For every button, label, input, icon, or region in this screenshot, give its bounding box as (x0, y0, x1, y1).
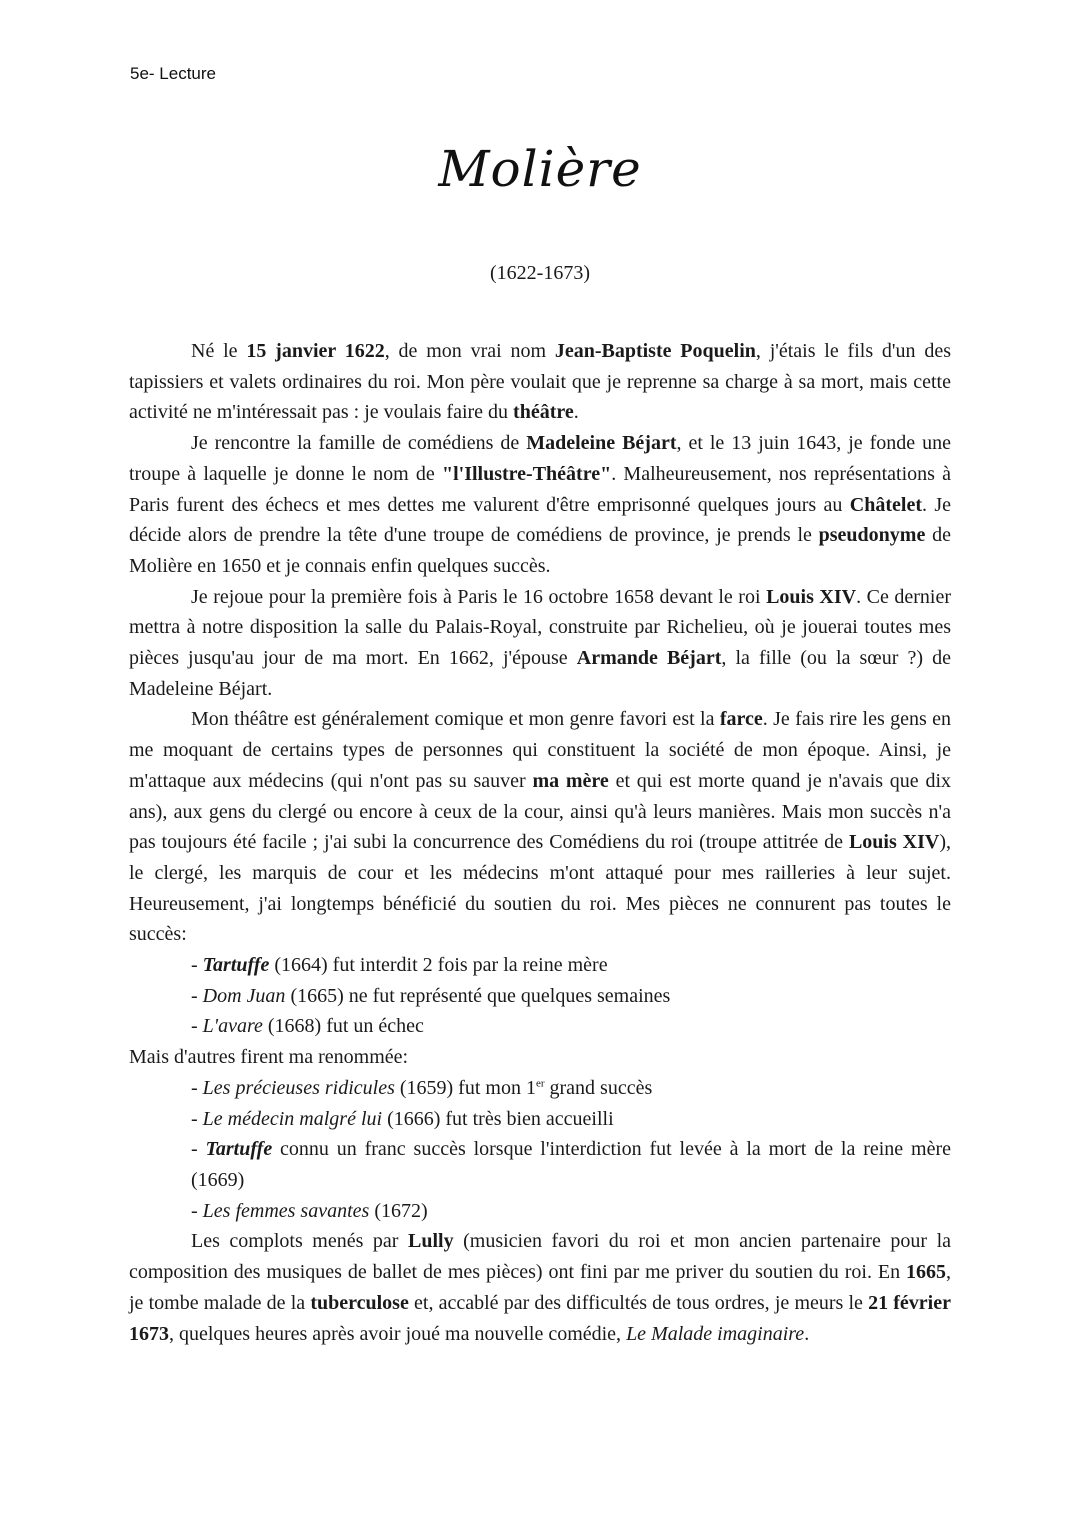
list-item: - L'avare (1668) fut un échec (191, 1015, 424, 1038)
list-failures (129, 950, 951, 1042)
paragraph-theatre: Mon théâtre est généralement comique et mon genre favori est la farce. Je fais rire les gens en me moquant de certains types de personnes qui constituent la société de mon époque. Ainsi, je m'attaque aux médecins (qui n'ont pas su sauver ma mère et qui est morte quand je n'avais que dix ans), aux gens du clergé ou encore à ceux de la cour, ainsi qu'à leurs manières. Mais mon succès n'a pas toujours été facile ; j'ai subi la concurrence des Comédiens du roi (troupe attitrée de Louis XIV), le clergé, les marquis de cour et les médecins m'ont attaqué pour mes railleries à leur sujet. Heureusement, j'ai longtemps bénéficié du soutien du roi. Mes pièces ne connurent pas toutes le succès: (129, 708, 952, 946)
list-successes (129, 1073, 951, 1227)
paragraph-paris: Je rejoue pour la première fois à Paris le 16 octobre 1658 devant le roi Louis XIV. Ce dernier mettra à notre disposition la salle du Palais-Royal, construite par Richelieu, où je jouerai toutes mes pièces jusqu'au jour de ma mort. En 1662, j'épouse Armande Béjart, la fille (ou la sœur ?) de Madeleine Béjart. (129, 585, 951, 700)
list-item: - Tartuffe (1664) fut interdit 2 fois par la reine mère (191, 954, 608, 977)
list-item: - Les femmes savantes (1672) (191, 1199, 428, 1222)
paragraph-birth: Né le 15 janvier 1622, de mon vrai nom Jean-Baptiste Poquelin, j'étais le fils d'un des tapissiers et valets ordinaires du roi. Mon père voulait que je reprenne sa charge à sa mort, mais cette activité ne m'intéressait pas : je voulais faire du théâtre. (129, 340, 951, 424)
list-successes-intro: Mais d'autres firent ma renommée: (129, 1046, 409, 1069)
paragraph-death: Les complots menés par Lully (musicien favori du roi et mon ancien partenaire pour la composition des musiques de ballet de mes pièces) ont fini par me priver du soutien du roi. En 1665, je tombe malade de la tuberculose et, accablé par des difficultés de tous ordres, je meurs le 21 février 1673, quelques heures après avoir joué ma nouvelle comédie, Le Malade imaginaire. (129, 1230, 951, 1345)
life-dates: (1622-1673) (490, 262, 590, 284)
list-item: - Le médecin malgré lui (1666) fut très bien accueilli (191, 1107, 614, 1130)
document-title: Molière (438, 140, 642, 198)
list-item: - Dom Juan (1665) ne fut représenté que quelques semaines (191, 984, 671, 1007)
page-header-label: 5e- Lecture (130, 64, 216, 83)
list-item: - Les précieuses ridicules (1659) fut mon 1er grand succès (191, 1076, 653, 1099)
list-item: - Tartuffe connu un franc succès lorsque l'interdiction fut levée à la mort de la reine mère (1669) (191, 1138, 951, 1191)
biography-body (129, 336, 951, 1349)
paragraph-troupe: Je rencontre la famille de comédiens de Madeleine Béjart, et le 13 juin 1643, je fonde une troupe à laquelle je donne le nom de "l'Illustre-Théâtre". Malheureusement, nos représentations à Paris furent des échecs et mes dettes me valurent d'être emprisonné quelques jours au Châtelet. Je décide alors de prendre la tête d'une troupe de comédiens de province, je prends le pseudonyme de Molière en 1650 et je connais enfin quelques succès. (129, 432, 952, 577)
